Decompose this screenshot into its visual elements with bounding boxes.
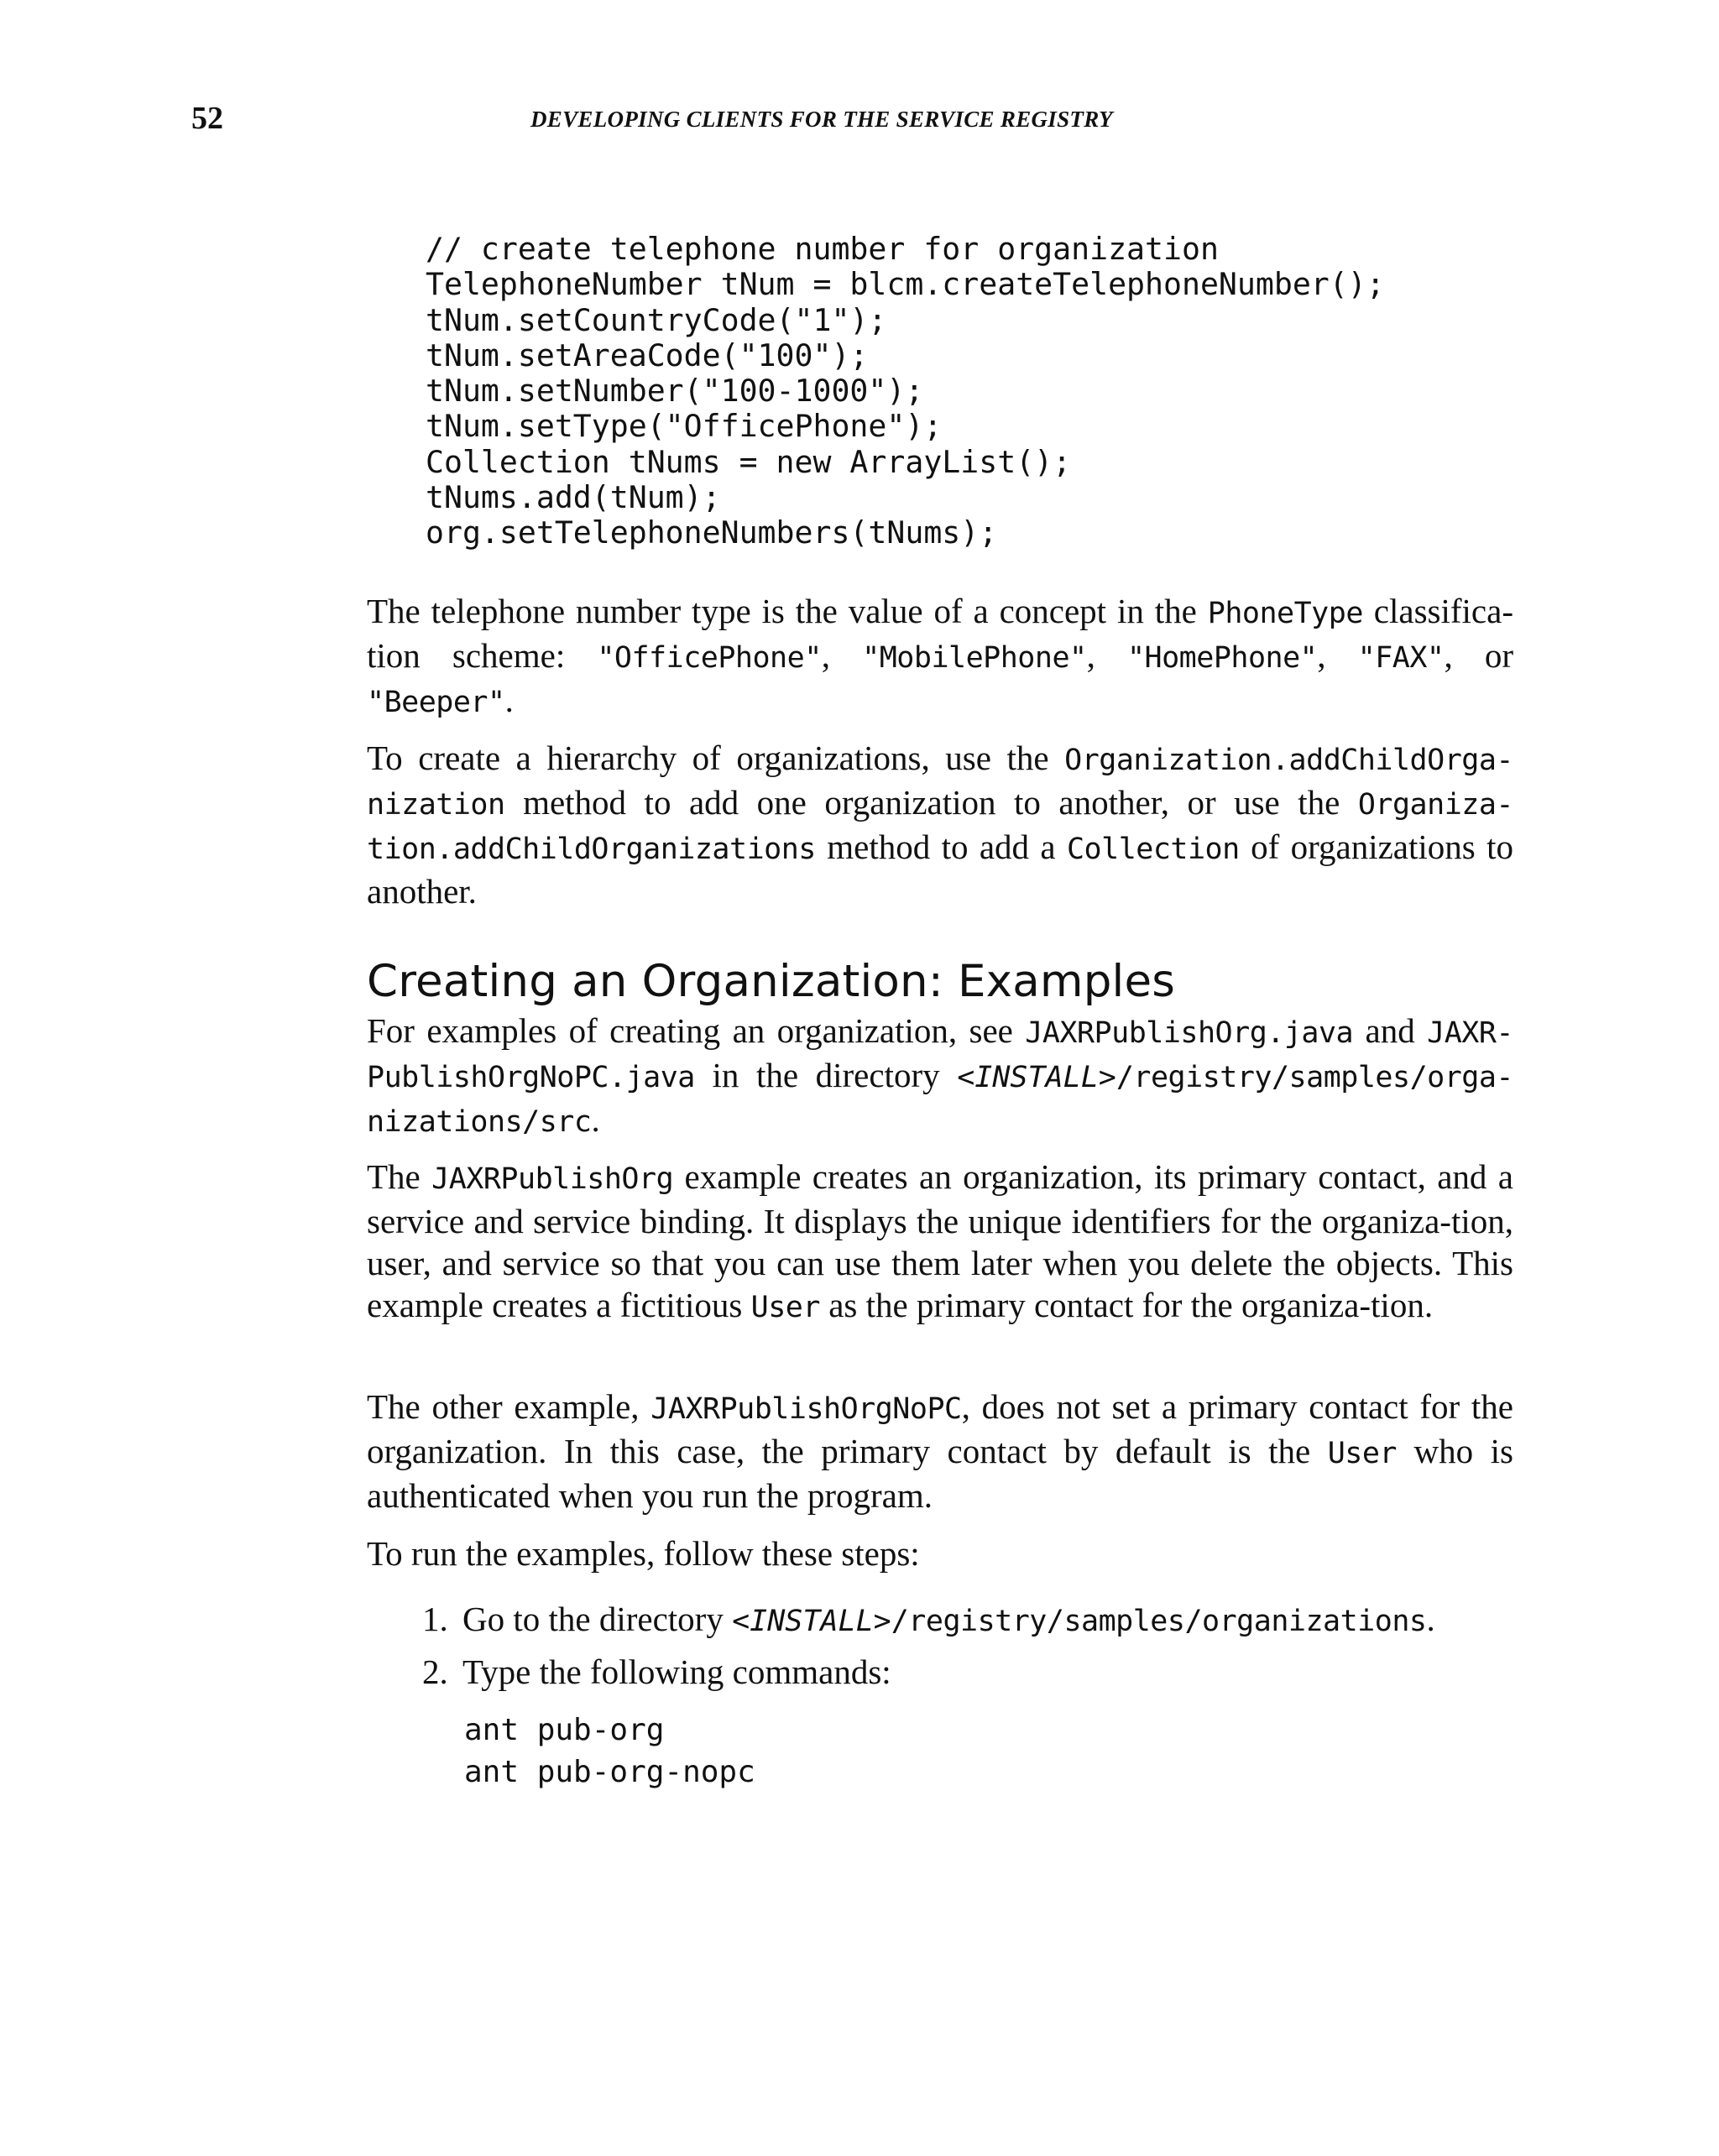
code-line: Collection tNums = new ArrayList();: [426, 443, 1072, 480]
code-line: ant pub-org: [464, 1713, 665, 1747]
text: The other example,: [367, 1387, 651, 1426]
text: The: [367, 1157, 432, 1196]
code-line: tNum.setNumber("100-1000");: [426, 373, 924, 410]
text: and: [1353, 1011, 1428, 1050]
inline-code: /registry/samples/organizations: [891, 1605, 1427, 1638]
text: method to add a: [815, 827, 1067, 866]
code-line: tNum.setType("OfficePhone");: [426, 408, 943, 445]
inline-code-placeholder: <INSTALL>: [732, 1605, 891, 1638]
inline-code: "Beeper": [367, 686, 505, 719]
step-number: 2.: [422, 1652, 448, 1691]
inline-code: PhoneType: [1207, 597, 1363, 630]
inline-code: JAXRPublishOrg.java: [1025, 1016, 1354, 1050]
text: ,: [821, 636, 863, 675]
inline-code: "OfficePhone": [597, 641, 822, 675]
text: method to add one organization to another, or use the: [504, 783, 1358, 822]
text: example creates an organization, its primary contact, and a service and service binding. It displays the unique identifiers for the organiza-tion, user, and service so that you can use them later when you delete the objects. This example creates a fictitious: [367, 1157, 1513, 1324]
text: , does not set a primary contact for the organization. In this case, the primary contact by default is the: [367, 1387, 1513, 1470]
step-number: 1.: [422, 1600, 448, 1638]
inline-code: JAXRPublishOrg: [431, 1162, 674, 1196]
text: For examples of creating an organization, see: [367, 1011, 1026, 1050]
inline-code: Collection: [1066, 833, 1240, 866]
paragraph-run-examples: To run the examples, follow these steps:: [367, 1534, 920, 1573]
code-block-telephone: [426, 232, 1385, 551]
list-item-step-2: [422, 1651, 891, 1693]
inline-code: JAXR-PublishOrgNoPC.java: [367, 1016, 1513, 1094]
code-line: tNum.setCountryCode("1");: [426, 301, 887, 338]
text: .: [591, 1100, 600, 1139]
paragraph-jaxr-publish-org: [367, 1156, 1513, 1329]
paragraph-other-example: [367, 1386, 1513, 1517]
code-line: TelephoneNumber tNum = blcm.createTelephoneNumber();: [426, 266, 1385, 303]
inline-code: Organization.addChildOrga-nization: [367, 744, 1513, 822]
text: The telephone number type is the value of a concept in the: [367, 592, 1208, 630]
inline-code: Organiza-tion.addChildOrganizations: [367, 788, 1513, 866]
text: To create a hierarchy of organizations, use the: [367, 739, 1065, 777]
text: .: [1426, 1600, 1435, 1638]
inline-code: /registry/samples/orga-nizations/src: [367, 1061, 1513, 1139]
page-number: 52: [191, 101, 223, 136]
text: ,: [1086, 636, 1127, 675]
inline-code: "FAX": [1357, 641, 1445, 675]
text: Go to the directory: [462, 1600, 733, 1638]
section-heading: Creating an Organization: Examples: [367, 956, 1176, 1007]
text: who is authenticated when you run the program.: [367, 1432, 1513, 1515]
text: , or: [1444, 636, 1514, 675]
text: Type the following commands:: [462, 1652, 891, 1691]
running-head: DEVELOPING CLIENTS FOR THE SERVICE REGISTRY: [530, 107, 1113, 132]
list-item-step-1: [422, 1598, 1435, 1642]
code-line: tNums.add(tNum);: [426, 479, 721, 516]
text: as the primary contact for the organiza-tion.: [819, 1286, 1434, 1324]
text: of organizations to another.: [367, 827, 1513, 911]
text: .: [504, 681, 514, 719]
inline-code: User: [750, 1291, 820, 1324]
text: ,: [1317, 636, 1358, 675]
code-line: tNum.setAreaCode("100");: [426, 337, 869, 373]
inline-code: "HomePhone": [1126, 641, 1318, 675]
code-line: ant pub-org-nopc: [464, 1755, 755, 1789]
text: in the directory: [694, 1056, 958, 1094]
paragraph-hierarchy: [367, 737, 1513, 912]
code-line: // create telephone number for organization: [426, 231, 1219, 267]
paragraph-examples: [367, 1010, 1513, 1143]
inline-code: JAXRPublishOrgNoPC: [651, 1392, 962, 1426]
code-block-commands: [464, 1710, 755, 1793]
inline-code-placeholder: <INSTALL>: [957, 1061, 1116, 1094]
inline-code: User: [1327, 1437, 1398, 1470]
inline-code: "MobilePhone": [862, 641, 1087, 675]
paragraph-phone-type: [367, 590, 1513, 723]
text: classifica-tion scheme:: [367, 592, 1513, 675]
code-line: org.setTelephoneNumbers(tNums);: [426, 514, 998, 551]
